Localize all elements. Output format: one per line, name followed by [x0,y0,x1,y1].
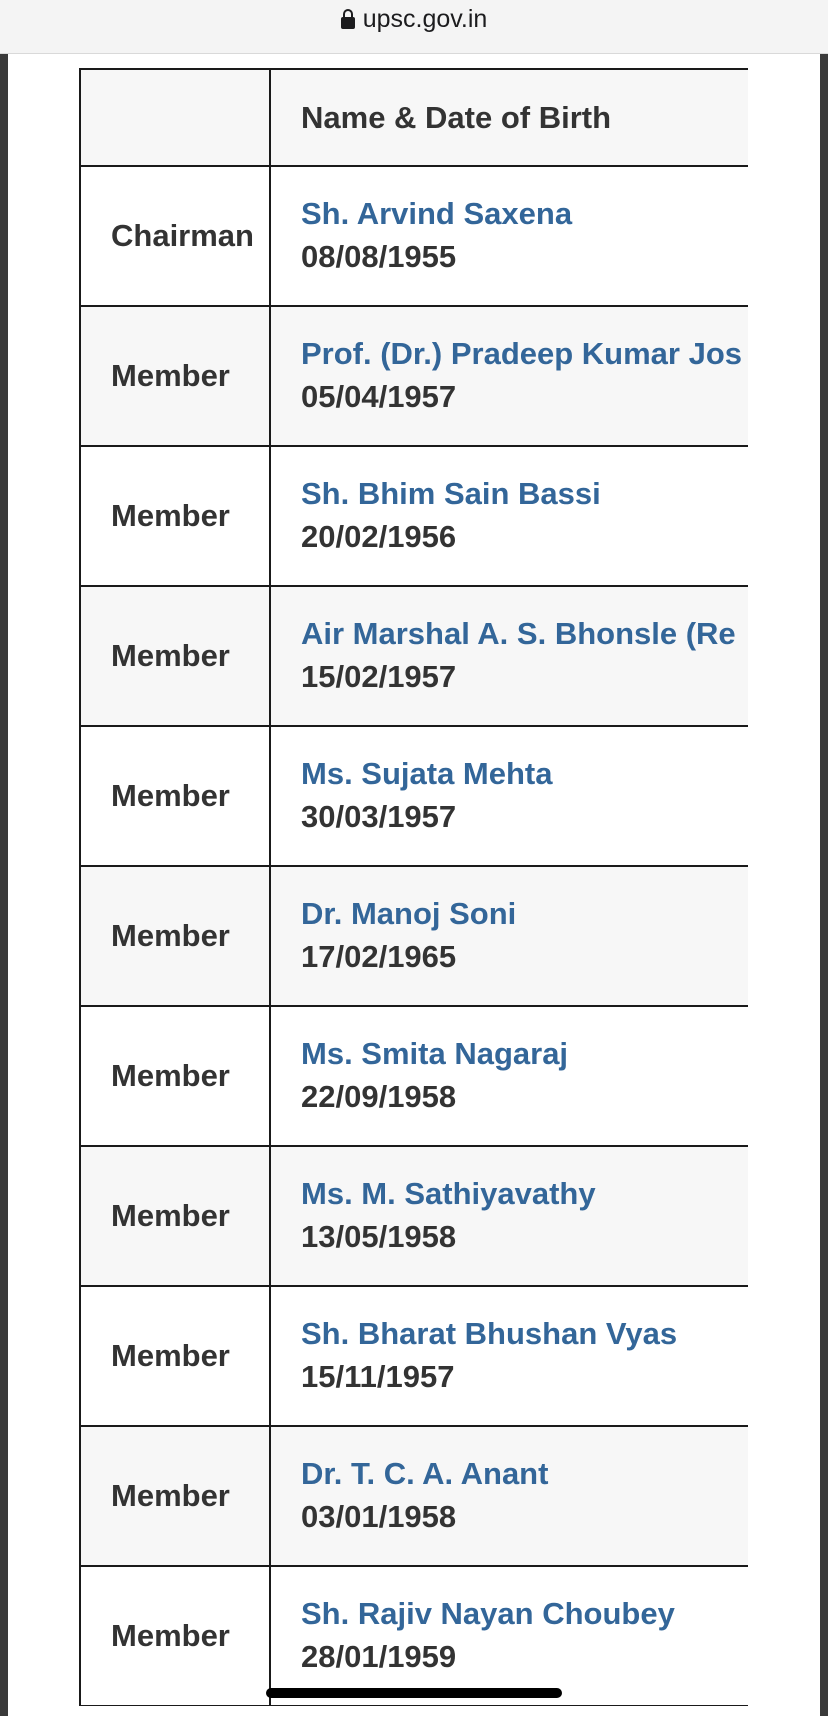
member-role: Member [80,866,270,1006]
member-date-of-birth: 03/01/1958 [301,1499,457,1534]
member-details [270,1006,748,1146]
member-role: Member [80,1006,270,1146]
members-table-body [80,166,748,1706]
member-date-of-birth: 08/08/1955 [301,239,457,274]
members-table-container[interactable] [79,68,748,1706]
member-date-of-birth: 13/05/1958 [301,1219,457,1254]
member-name-link[interactable]: Dr. Manoj Soni [301,896,517,931]
member-name-link[interactable]: Prof. (Dr.) Pradeep Kumar Jos [301,336,743,371]
table-row [80,586,748,726]
member-role: Member [80,1566,270,1706]
table-row [80,1426,748,1566]
member-name-link[interactable]: Sh. Bhim Sain Bassi [301,476,601,511]
member-details [270,726,748,866]
page-edge-left [0,54,8,1716]
members-table [79,68,748,1706]
member-details [270,1426,748,1566]
member-details [270,446,748,586]
address-bar[interactable] [0,0,828,54]
table-row [80,1566,748,1706]
member-date-of-birth: 15/02/1957 [301,659,457,694]
member-name-link[interactable]: Dr. T. C. A. Anant [301,1456,549,1491]
member-role: Member [80,446,270,586]
member-role: Member [80,1286,270,1426]
header-role [80,69,270,166]
member-details [270,586,748,726]
home-indicator[interactable] [266,1688,562,1698]
page-edge-right [820,54,828,1716]
member-date-of-birth: 17/02/1965 [301,939,457,974]
member-date-of-birth: 20/02/1956 [301,519,457,554]
table-row [80,726,748,866]
member-name-link[interactable]: Sh. Rajiv Nayan Choubey [301,1596,675,1631]
table-row [80,1146,748,1286]
member-name-link[interactable]: Sh. Bharat Bhushan Vyas [301,1316,678,1351]
table-header-row [80,69,748,166]
member-name-link[interactable]: Ms. Smita Nagaraj [301,1036,569,1071]
url-text: upsc.gov.in [362,5,488,33]
table-row [80,306,748,446]
table-row [80,866,748,1006]
table-row [80,166,748,306]
member-date-of-birth: 30/03/1957 [301,799,457,834]
member-details [270,166,748,306]
member-details [270,1146,748,1286]
member-details [270,1286,748,1426]
member-details [270,866,748,1006]
member-role: Chairman [80,166,270,306]
member-role: Member [80,1426,270,1566]
member-role: Member [80,586,270,726]
table-row [80,1006,748,1146]
lock-icon [341,9,355,29]
member-date-of-birth: 28/01/1959 [301,1639,457,1674]
member-role: Member [80,1146,270,1286]
member-role: Member [80,726,270,866]
member-date-of-birth: 15/11/1957 [301,1359,455,1394]
member-date-of-birth: 05/04/1957 [301,379,457,414]
table-row [80,446,748,586]
member-role: Member [80,306,270,446]
member-name-link[interactable]: Sh. Arvind Saxena [301,196,573,231]
member-details [270,1566,748,1706]
member-details [270,306,748,446]
member-name-link[interactable]: Ms. Sujata Mehta [301,756,553,791]
member-name-link[interactable]: Air Marshal A. S. Bhonsle (Re [301,616,736,651]
member-date-of-birth: 22/09/1958 [301,1079,457,1114]
url-display[interactable] [0,4,828,34]
table-row [80,1286,748,1426]
header-name-dob: Name & Date of Birth [270,69,748,166]
member-name-link[interactable]: Ms. M. Sathiyavathy [301,1176,596,1211]
